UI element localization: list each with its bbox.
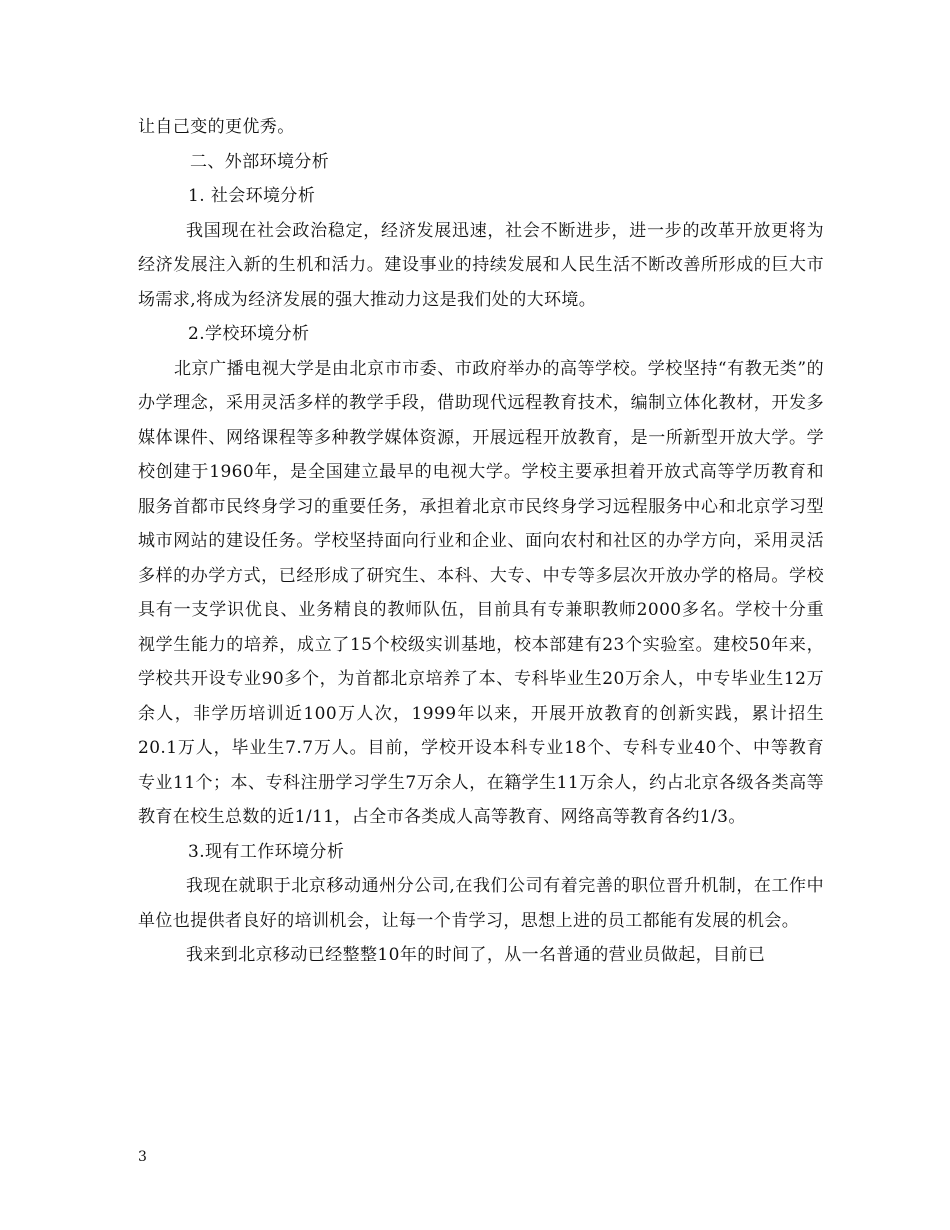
document-body <box>138 110 824 973</box>
paragraph-social-environment: 我国现在社会政治稳定，经济发展迅速，社会不断进步，进一步的改革开放更将为经济发展注入新的生机和活力。建设事业的持续发展和人民生活不断改善所形成的巨大市场需求,将成为经济发展的强大推动力这是我们处的大环境。 <box>138 220 824 310</box>
paragraph-work-environment: 我现在就职于北京移动通州分公司,在我们公司有着完善的职位晋升机制，在工作中单位也提供者良好的培训机会，让每一个肯学习，思想上进的员工都能有发展的机会。 <box>138 876 824 931</box>
paragraph-continuation: 让自己变的更优秀。 <box>138 117 295 137</box>
paragraph-career-history: 我来到北京移动已经整整10年的时间了，从一名普通的营业员做起，目前已 <box>186 945 766 965</box>
paragraph-school-environment: 北京广播电视大学是由北京市市委、市政府举办的高等学校。学校坚持“有教无类”的办学理念，采用灵活多样的教学手段，借助现代远程教育技术，编制立体化教材，开发多媒体课件、网络课程等多种教学媒体资源，开展远程开放教育，是一所新型开放大学。学校创建于1960年，是全国建立最早的电视大学。学校主要承担着开放式高等学历教育和服务首都市民终身学习的重要任务，承担着北京市民终身学习远程服务中心和北京学习型城市网站的建设任务。学校坚持面向行业和企业、面向农村和社区的办学方向，采用灵活多样的办学方式，已经形成了研究生、本科、大专、中专等多层次开放办学的格局。学校具有一支学识优良、业务精良的教师队伍，目前具有专兼职教师2000多名。学校十分重视学生能力的培养，成立了15个校级实训基地，校本部建有23个实验室。建校50年来，学校共开设专业90多个，为首都北京培养了本、专科毕业生20万余人，中专毕业生12万余人，非学历培训近100万人次，1999年以来，开展开放教育的创新实践，累计招生20.1万人，毕业生7.7万人。目前，学校开设本科专业18个、专科专业40个、中等教育专业11个；本、专科注册学习学生7万余人，在籍学生11万余人，约占北京各级各类高等教育在校生总数的近1/11，占全市各类成人高等教育、网络高等教育各约1/3。 <box>138 358 824 827</box>
section-heading: 二、外部环境分析 <box>190 151 330 172</box>
subsection-heading-social: 1. 社会环境分析 <box>188 186 316 206</box>
page-number: 3 <box>138 1149 147 1165</box>
subsection-heading-work: 3.现有工作环境分析 <box>188 841 345 862</box>
subsection-heading-school: 2.学校环境分析 <box>188 324 310 344</box>
